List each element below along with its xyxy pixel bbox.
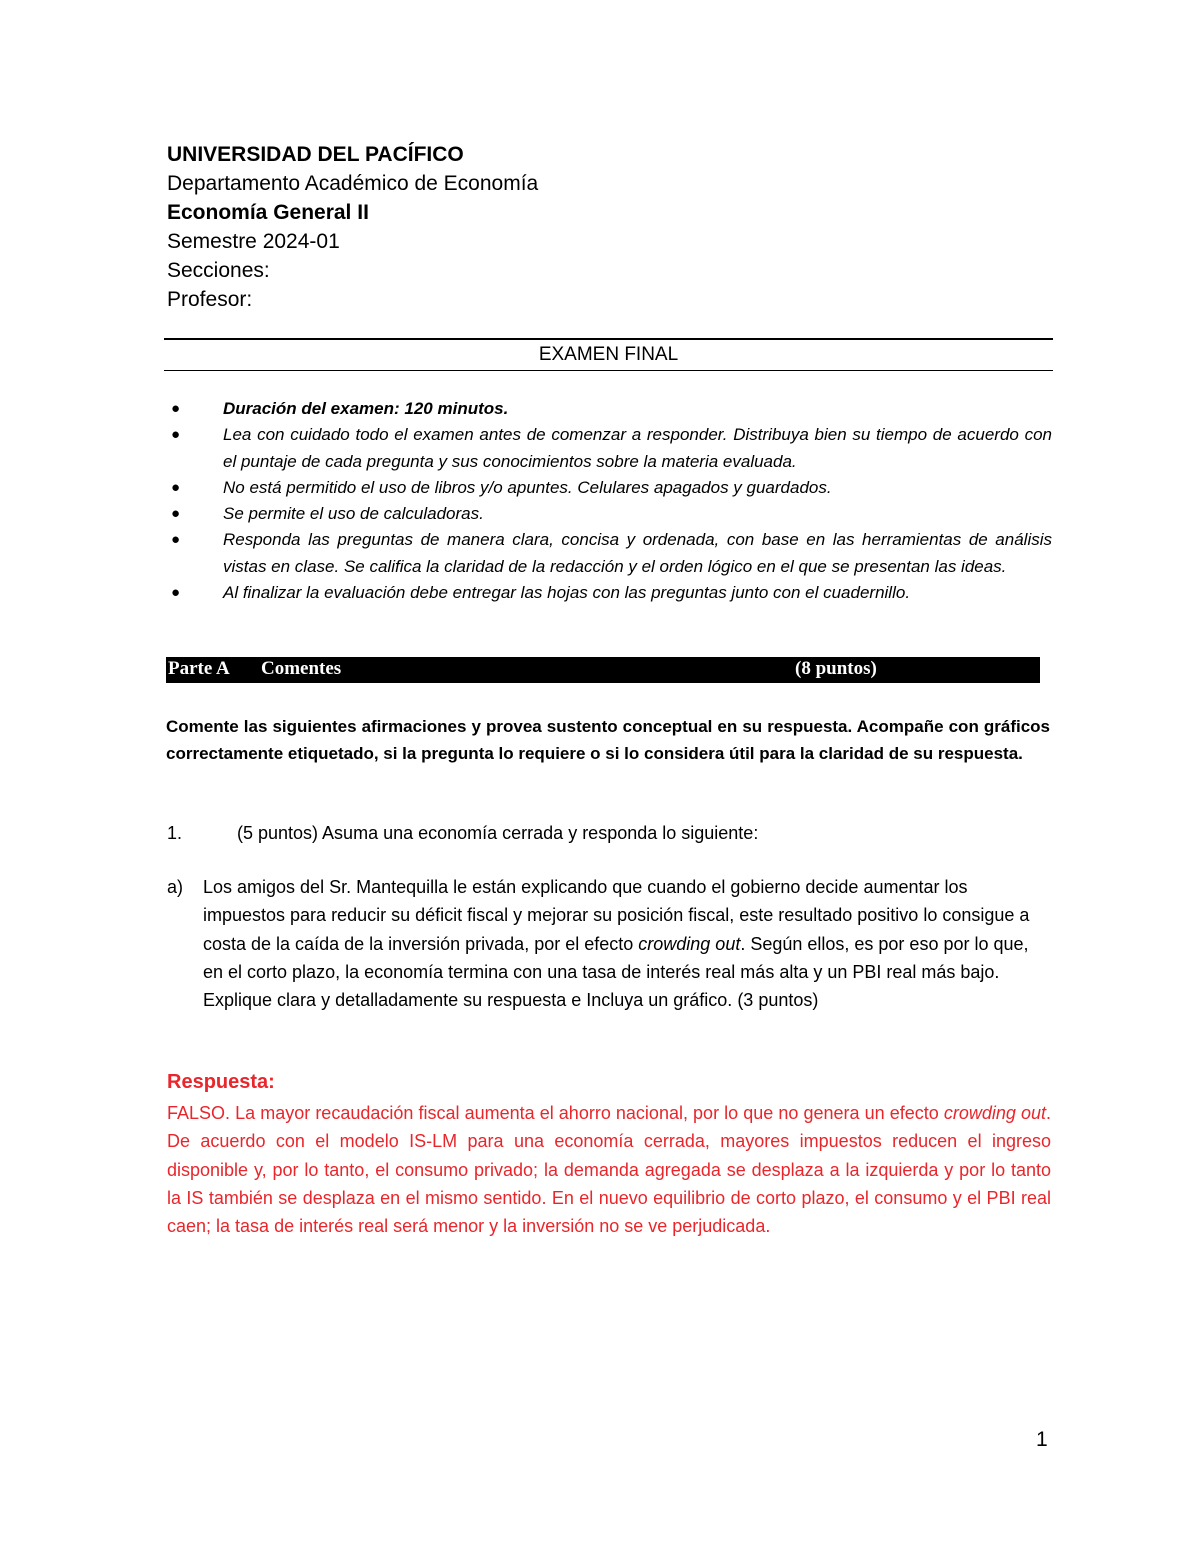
question-number: 1. <box>167 823 183 843</box>
sections-label: Secciones: <box>167 259 270 282</box>
course-name: Economía General II <box>167 201 369 224</box>
instruction-item: ● Lea con cuidado todo el examen antes de comenzar a responder. Distribuya bien su tiempo de acuerdo con el puntaje de cada pregunta y sus conocimientos sobre la materia evaluada. <box>168 422 1052 475</box>
answer-text: FALSO. La mayor recaudación fiscal aumenta el ahorro nacional, por lo que no genera un efecto crowding out. De acuerdo con el modelo IS-LM para una economía cerrada, mayores impuestos reducen el ingreso disponible y, por lo tanto, el consumo privado; la demanda agregada se desplaza a la izquierda y por lo tanto la IS también se desplaza en el mismo sentido. En el nuevo equilibrio de corto plazo, el consumo y el PBI real caen; la tasa de interés real será menor y la inversión no se ve perjudicada. <box>167 1103 1052 1237</box>
instruction-item: ● Se permite el uso de calculadoras. <box>168 501 1052 527</box>
instruction-item: ● Responda las preguntas de manera clara, concisa y ordenada, con base en las herramientas de análisis vistas en clase. Se califica la claridad de la redacción y el orden lógico en el que se presentan las ideas. <box>168 527 1052 580</box>
bullet-icon: ● <box>171 400 181 417</box>
professor-label: Profesor: <box>167 288 253 311</box>
instruction-item: ● No está permitido el uso de libros y/o apuntes. Celulares apagados y guardados. <box>168 475 1052 501</box>
semester: Semestre 2024-01 <box>167 230 340 253</box>
bullet-icon: ● <box>171 478 181 496</box>
parte-a-header <box>166 657 1040 683</box>
exam-title: EXAMEN FINAL <box>538 344 679 365</box>
parte-a-title: Comentes <box>261 658 342 679</box>
subquestion-text: Los amigos del Sr. Mantequilla le están explicando que cuando el gobierno decide aumentar los impuestos para reducir su déficit fiscal y mejorar su posición fiscal, este resultado positivo lo consigue a costa de la caída de la inversión privada, por el efecto crowding out. Según ellos, es por eso por lo que, en el corto plazo, la economía termina con una tasa de interés real más alta y un PBI real más bajo. Explique clara y detalladamente su respuesta e Incluya un gráfico. (3 puntos) <box>203 877 1030 1011</box>
parte-a-instruction: Comente las siguientes afirmaciones y provea sustento conceptual en su respuesta. Acompañe con gráficos correctamente etiquetado, si la pregunta lo requiere o si lo considera útil para la claridad de su respuesta. <box>166 717 1050 763</box>
answer-title: Respuesta: <box>167 1071 275 1093</box>
bullet-icon: ● <box>171 426 181 444</box>
department-name: Departamento Académico de Economía <box>167 172 539 195</box>
bullet-icon: ● <box>171 584 181 602</box>
bullet-icon: ● <box>171 531 181 549</box>
instruction-item: ● Duración del examen: 120 minutos. <box>168 396 1052 422</box>
page-number: 1 <box>1036 1428 1048 1451</box>
instructions-list <box>168 396 1052 606</box>
university-name: UNIVERSIDAD DEL PACÍFICO <box>167 143 464 166</box>
top-rule <box>164 338 1053 340</box>
bullet-icon: ● <box>171 505 181 523</box>
parte-a-label: Parte A <box>168 658 230 679</box>
instruction-item: ● Al finalizar la evaluación debe entregar las hojas con las preguntas junto con el cuadernillo. <box>168 580 1052 606</box>
subquestion-letter: a) <box>167 877 184 897</box>
bottom-rule <box>164 370 1053 371</box>
question-text: (5 puntos) Asuma una economía cerrada y responda lo siguiente: <box>237 823 759 843</box>
parte-a-points: (8 puntos) <box>795 658 877 679</box>
